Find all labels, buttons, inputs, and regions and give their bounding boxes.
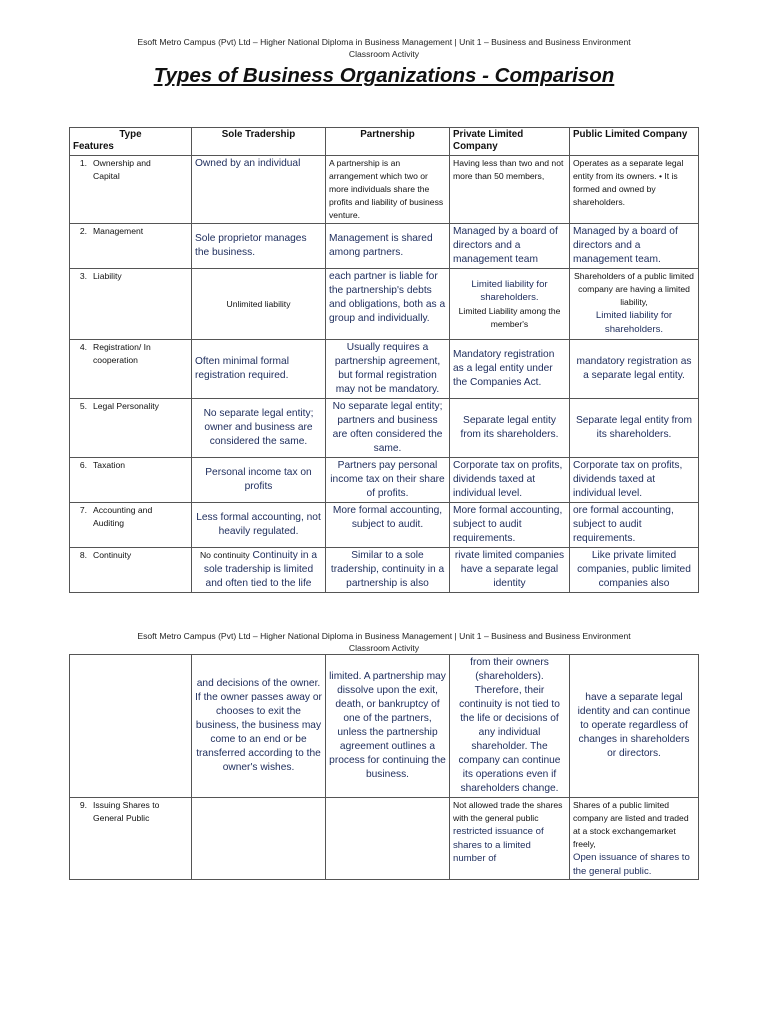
feature-label: Issuing Shares to General Public bbox=[93, 800, 160, 823]
sole-cell: Often minimal formal registration required. bbox=[192, 340, 326, 399]
private-cell: More formal accounting, subject to audit requirements. bbox=[450, 503, 570, 548]
feature-cell bbox=[70, 458, 192, 503]
private-shares-note: Not allowed trade the shares with the general public bbox=[453, 800, 563, 823]
partnership-cell: Management is shared among partners. bbox=[326, 224, 450, 269]
sole-cell bbox=[192, 798, 326, 880]
table-header-row bbox=[70, 128, 699, 156]
table-row bbox=[70, 156, 699, 224]
feature-cell bbox=[70, 503, 192, 548]
sole-cell: Owned by an individual bbox=[192, 156, 326, 224]
sole-continuity-note: No continuity bbox=[199, 550, 250, 560]
feature-cell bbox=[70, 399, 192, 458]
feature-label: Legal Personality bbox=[93, 401, 159, 411]
public-liability-main: Limited liability for shareholders. bbox=[595, 310, 673, 335]
sole-cell: Unlimited liability bbox=[192, 269, 326, 340]
header-line-2: Classroom Activity bbox=[348, 643, 420, 653]
table-row bbox=[70, 548, 699, 593]
private-cell: Mandatory registration as a legal entity under the Companies Act. bbox=[450, 340, 570, 399]
row-number: 7. bbox=[79, 505, 87, 515]
partnership-header: Partnership bbox=[326, 128, 450, 156]
partnership-cell bbox=[326, 798, 450, 880]
feature-cell bbox=[70, 340, 192, 399]
sole-cell: and decisions of the owner. If the owner passes away or chooses to exit the business, the business may come to an end or be transferred according to the owner's wishes. bbox=[192, 655, 326, 798]
feature-cell bbox=[70, 269, 192, 340]
sole-cell bbox=[192, 548, 326, 593]
feature-label: Management bbox=[93, 226, 144, 236]
features-header: Features bbox=[73, 141, 114, 152]
partnership-cell: Partners pay personal income tax on their share of profits. bbox=[326, 458, 450, 503]
public-limited-header: Public Limited Company bbox=[570, 128, 699, 156]
sole-cell: Sole proprietor manages the business. bbox=[192, 224, 326, 269]
private-cell: from their owners (shareholders). Therefore, their continuity is not tied to the life or decisions of any individual shareholder. The company can continue its operations even if shareholders change. bbox=[450, 655, 570, 798]
row-number: 2. bbox=[79, 226, 87, 236]
row-number: 5. bbox=[79, 401, 87, 411]
public-cell: Corporate tax on profits, dividends taxed at individual level. bbox=[570, 458, 699, 503]
partnership-cell: limited. A partnership may dissolve upon the exit, death, or bankruptcy of one of the partners, unless the partnership agreement outlines a process for continuing the business. bbox=[326, 655, 450, 798]
partnership-cell: Similar to a sole tradership, continuity in a partnership is also bbox=[326, 548, 450, 593]
private-cell: Separate legal entity from its shareholders. bbox=[450, 399, 570, 458]
table-row bbox=[70, 269, 699, 340]
table-row bbox=[70, 798, 699, 880]
private-cell bbox=[450, 798, 570, 880]
partnership-cell: each partner is liable for the partnership's debts and obligations, both as a group and individually. bbox=[326, 269, 450, 340]
feature-label: Accounting and Auditing bbox=[93, 505, 153, 528]
public-shares-note: Shares of a public limited company are listed and traded at a stock exchangemarket freely, bbox=[573, 800, 689, 849]
public-cell: Like private limited companies, public limited companies also bbox=[570, 548, 699, 593]
private-limited-header: Private Limited Company bbox=[450, 128, 570, 156]
public-cell: Managed by a board of directors and a management team. bbox=[570, 224, 699, 269]
public-cell: have a separate legal identity and can continue to operate regardless of changes in shareholders or directors. bbox=[570, 655, 699, 798]
page-header-1 bbox=[0, 36, 768, 60]
private-cell bbox=[450, 269, 570, 340]
table-row bbox=[70, 340, 699, 399]
sole-tradership-header: Sole Tradership bbox=[192, 128, 326, 156]
header-line-1: Esoft Metro Campus (Pvt) Ltd – Higher National Diploma in Business Management | Unit 1 – Business and Business Environment bbox=[137, 631, 631, 641]
private-liability-main: Limited liability for shareholders. bbox=[471, 278, 548, 303]
header-line-1: Esoft Metro Campus (Pvt) Ltd – Higher National Diploma in Business Management | Unit 1 – Business and Business Environment bbox=[137, 37, 631, 47]
feature-cell bbox=[70, 224, 192, 269]
type-header: Type bbox=[119, 129, 142, 140]
public-cell: mandatory registration as a separate legal entity. bbox=[570, 340, 699, 399]
partnership-cell: Usually requires a partnership agreement, but formal registration may not be mandatory. bbox=[326, 340, 450, 399]
sole-cell: Personal income tax on profits bbox=[192, 458, 326, 503]
type-features-header bbox=[70, 128, 192, 156]
comparison-table bbox=[69, 127, 699, 593]
public-shares-main: Open issuance of shares to the general public. bbox=[573, 852, 690, 877]
comparison-table-continued bbox=[69, 654, 699, 880]
row-number: 8. bbox=[79, 550, 87, 560]
public-cell bbox=[570, 798, 699, 880]
header-line-2: Classroom Activity bbox=[348, 49, 420, 59]
private-cell: Corporate tax on profits, dividends taxed at individual level. bbox=[450, 458, 570, 503]
page-title: Types of Business Organizations - Comparison bbox=[153, 64, 615, 87]
private-liability-note: Limited Liability among the member's bbox=[458, 305, 561, 329]
row-number: 3. bbox=[79, 271, 87, 281]
table-row bbox=[70, 655, 699, 798]
feature-label: Ownership and Capital bbox=[93, 158, 151, 181]
table-row bbox=[70, 458, 699, 503]
table-row bbox=[70, 224, 699, 269]
feature-label: Continuity bbox=[93, 550, 132, 560]
public-liability-note: Shareholders of a public limited company are having a limited liability, bbox=[574, 271, 694, 307]
partnership-cell: A partnership is an arrangement which two or more individuals share the profits and liability of business venture. bbox=[326, 156, 450, 224]
sole-continuity-text: Continuity in a sole tradership is limited and often tied to the life bbox=[203, 550, 318, 589]
feature-label: Liability bbox=[93, 271, 122, 281]
row-number: 6. bbox=[79, 460, 87, 470]
row-number: 9. bbox=[79, 800, 87, 810]
public-cell: ore formal accounting, subject to audit requirements. bbox=[570, 503, 699, 548]
public-cell: Separate legal entity from its shareholders. bbox=[570, 399, 699, 458]
feature-cell bbox=[70, 548, 192, 593]
row-number: 4. bbox=[79, 342, 87, 352]
feature-cell bbox=[70, 798, 192, 880]
sole-cell: Less formal accounting, not heavily regulated. bbox=[192, 503, 326, 548]
private-cell: Managed by a board of directors and a management team bbox=[450, 224, 570, 269]
partnership-cell: No separate legal entity; partners and business are often considered the same. bbox=[326, 399, 450, 458]
feature-label: Taxation bbox=[93, 460, 126, 470]
private-cell: rivate limited companies have a separate legal identity bbox=[450, 548, 570, 593]
partnership-cell: More formal accounting, subject to audit. bbox=[326, 503, 450, 548]
feature-label: Registration/ In cooperation bbox=[93, 342, 151, 365]
table-row bbox=[70, 399, 699, 458]
feature-cell bbox=[70, 156, 192, 224]
private-shares-main: restricted issuance of shares to a limited number of bbox=[453, 826, 544, 864]
feature-cell bbox=[70, 655, 192, 798]
public-cell bbox=[570, 269, 699, 340]
private-cell: Having less than two and not more than 50 members, bbox=[450, 156, 570, 224]
table-row bbox=[70, 503, 699, 548]
sole-cell: No separate legal entity; owner and business are considered the same. bbox=[192, 399, 326, 458]
public-cell: Operates as a separate legal entity from its owners. • It is formed and owned by shareholders. bbox=[570, 156, 699, 224]
page-header-2 bbox=[0, 630, 768, 654]
row-number: 1. bbox=[79, 158, 87, 168]
